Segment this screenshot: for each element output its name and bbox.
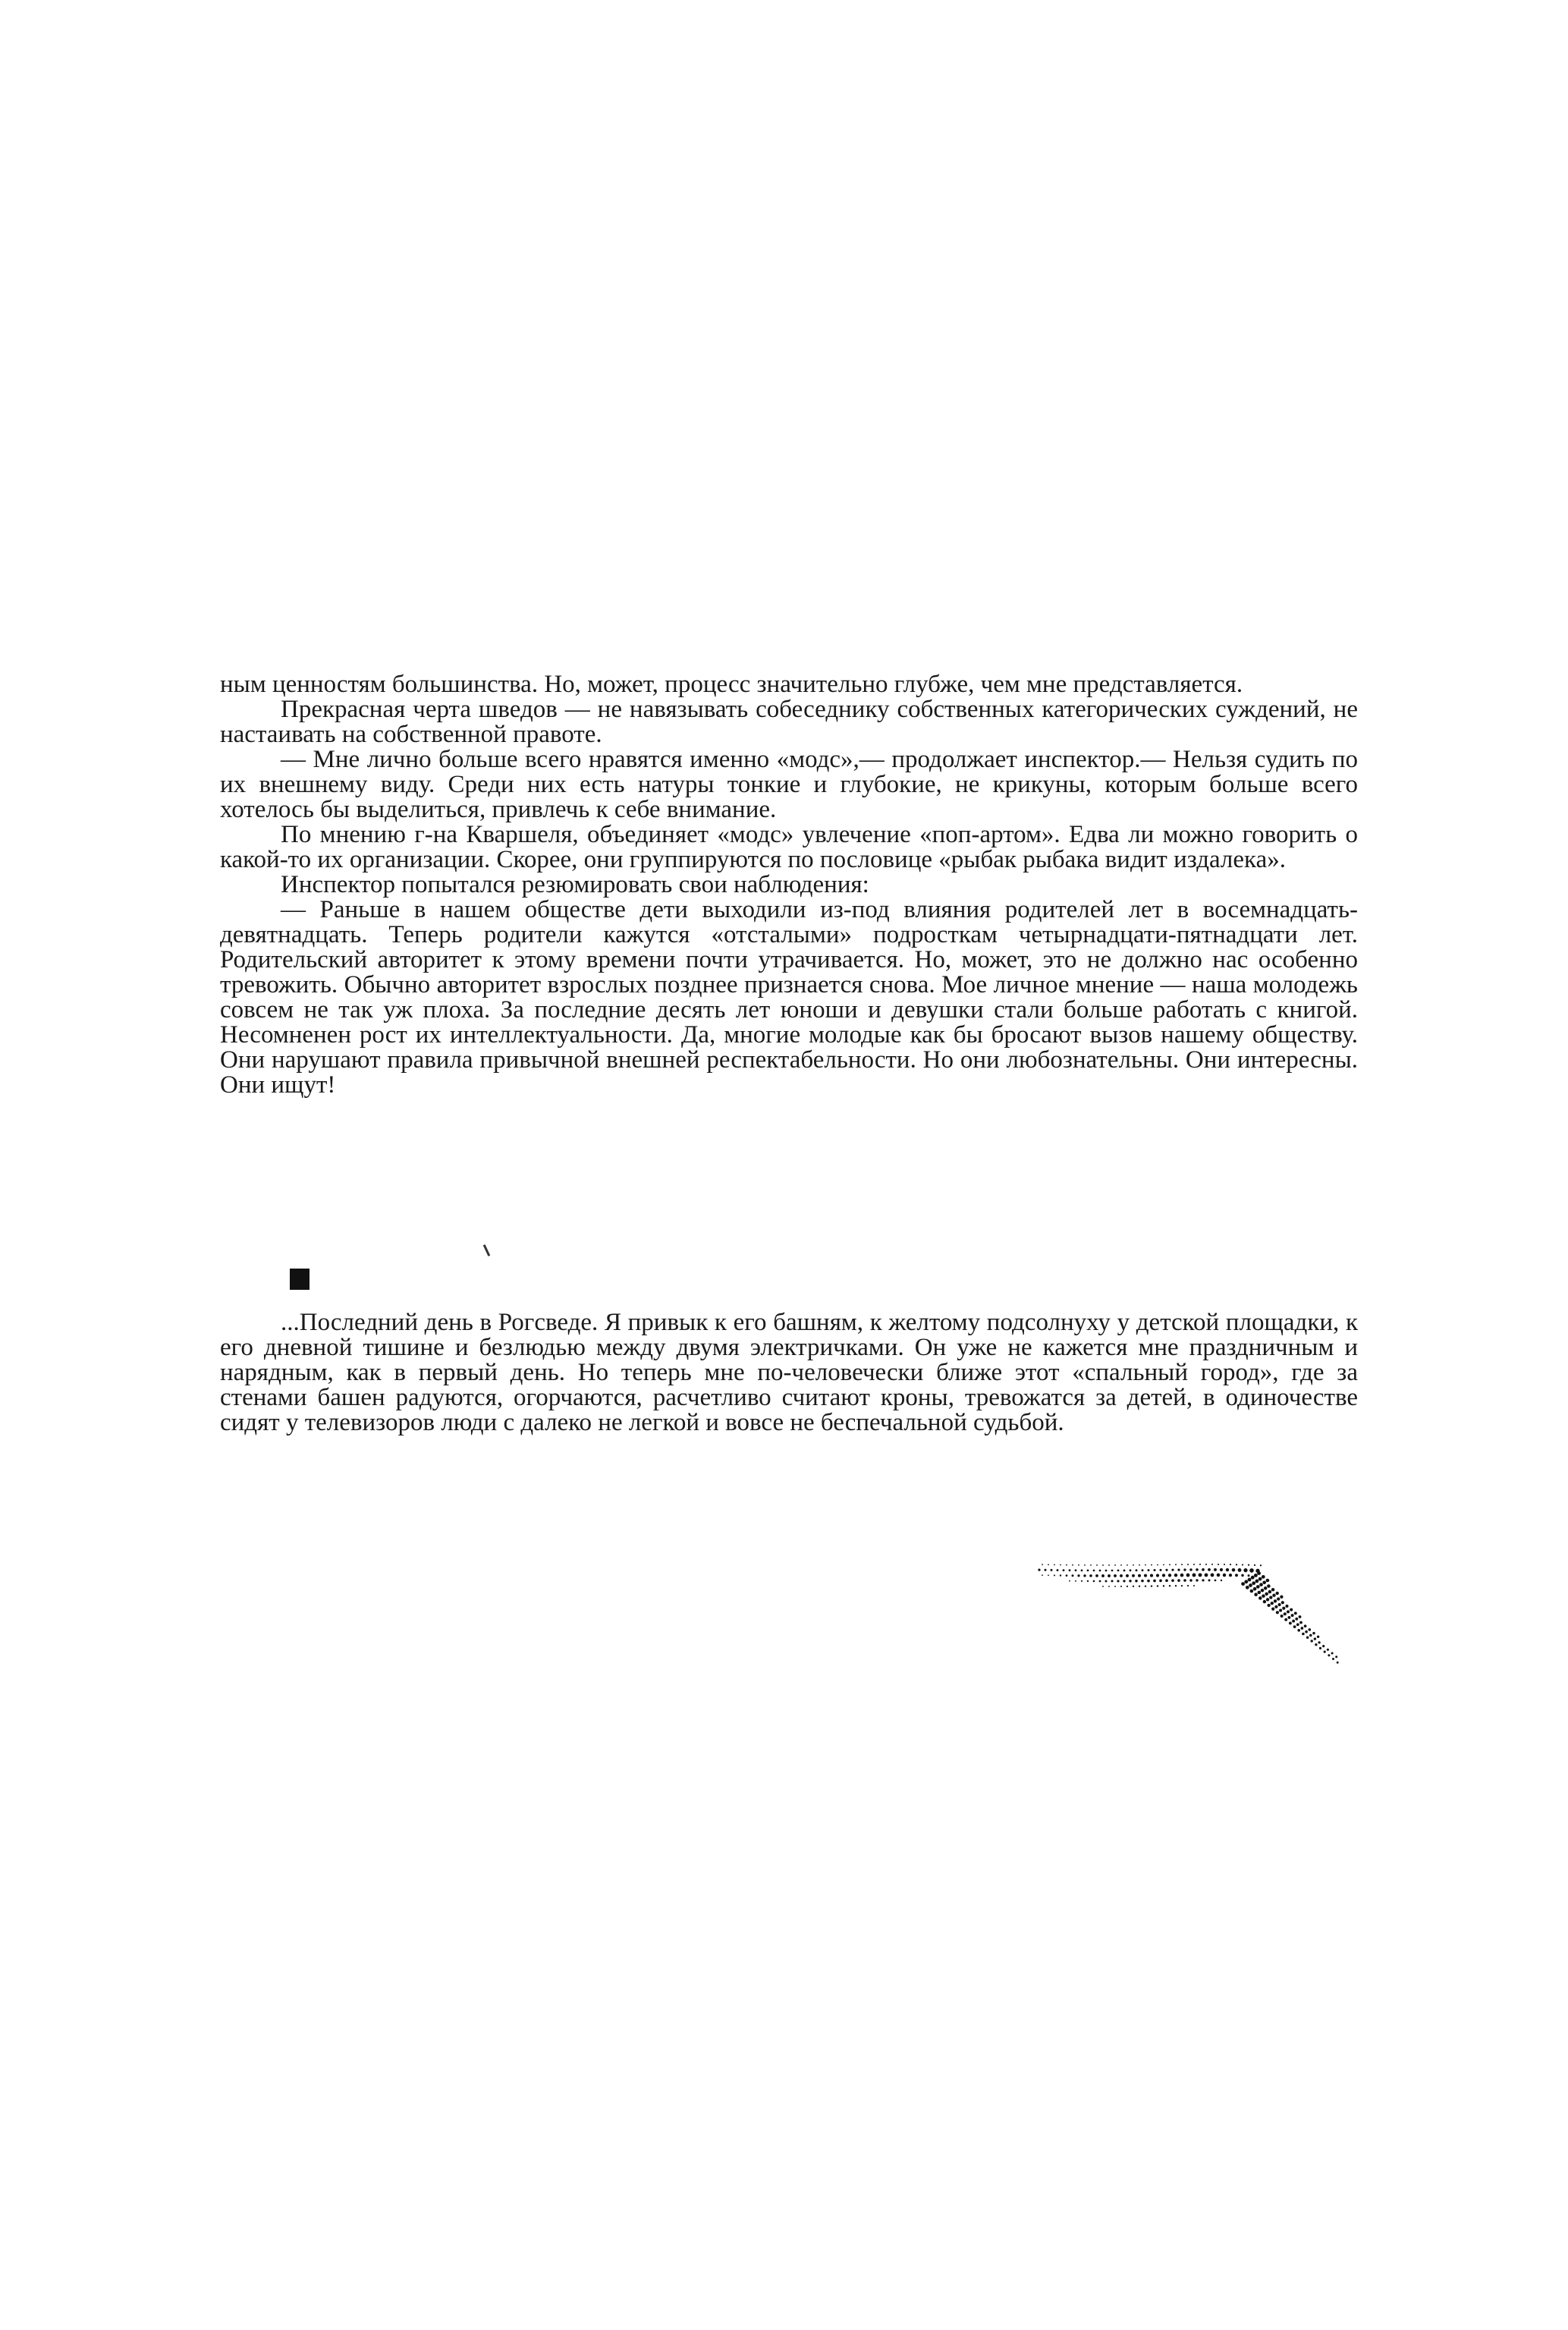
- ornament-dot: [1154, 1569, 1156, 1571]
- ornament-dot: [1306, 1636, 1309, 1639]
- ornament-dot: [1199, 1573, 1202, 1577]
- ornament-dot: [1189, 1579, 1192, 1581]
- ornament-dot: [1202, 1568, 1205, 1571]
- ornament-dot: [1266, 1598, 1269, 1601]
- ornament-dot: [1072, 1574, 1074, 1577]
- ornament-dot: [1284, 1612, 1287, 1615]
- ornament-dot: [1117, 1580, 1119, 1582]
- ornament-dot: [1183, 1568, 1186, 1571]
- ornament-dot: [1156, 1574, 1159, 1577]
- ornament-dot: [1077, 1574, 1079, 1577]
- ornament-dot: [1117, 1570, 1120, 1572]
- ornament-dot: [1042, 1564, 1043, 1565]
- ornament-dot: [1193, 1564, 1195, 1565]
- ornament-dot: [1332, 1658, 1334, 1660]
- ornament-dot: [1229, 1574, 1232, 1577]
- ornament-dot: [1139, 1586, 1140, 1587]
- ornament-dot: [1171, 1579, 1174, 1582]
- ornament-dot: [1267, 1604, 1270, 1607]
- ornament-dot: [1265, 1593, 1268, 1596]
- ornament-dot: [1262, 1575, 1265, 1579]
- ornament-dot: [1260, 1564, 1262, 1566]
- stray-ink-mark: [483, 1244, 490, 1256]
- ornament-dot: [1136, 1569, 1138, 1571]
- paragraph-2: Прекрасная черта шведов — не навязывать собеседнику собственных категорических суждений, не настаивать на собственной правоте.: [220, 696, 1358, 748]
- ornament-dot: [1226, 1568, 1229, 1571]
- ornament-dot: [1276, 1592, 1279, 1595]
- ornament-dot: [1236, 1564, 1237, 1565]
- ornament-dot: [1123, 1580, 1125, 1582]
- ornament-dot: [1048, 1564, 1049, 1565]
- ornament-dot: [1163, 1564, 1164, 1565]
- ornament-dot: [1157, 1564, 1158, 1566]
- ornament-dot: [1280, 1596, 1283, 1599]
- ornament-dot: [1114, 1564, 1116, 1566]
- ornament-dot: [1060, 1564, 1061, 1566]
- paragraph-6: — Раньше в нашем обществе дети выходили из-под влияния родителей лет в восемнадцать-девятнадцать. Теперь родители кажутся «отсталыми» подросткам четырнадцати-пятнадцати лет. Родительский авторитет к этому времени почти утрачивается. Но, может, это не должно нас особенно тревожить. Обычно авторитет взрослых позднее признается снова. Мое личное мнение — наша молодежь совсем не так уж плоха. За последние десять лет юноши и девушки стали больше работать с книгой. Несомненен рост их интеллектуальности. Да, многие молодые как бы бросают вызов нашему обществу. Они нарушают правила привычной внешней респектабельности. Но они любознательны. Они интересны. Они ищут!: [220, 896, 1358, 1099]
- ornament-dot: [1147, 1580, 1150, 1583]
- ornament-dot: [1087, 1580, 1089, 1582]
- ornament-dot: [1312, 1632, 1315, 1635]
- ornament-dot: [1248, 1574, 1250, 1577]
- ornament-dot: [1093, 1570, 1095, 1572]
- ornament-dot: [1250, 1589, 1254, 1593]
- ornament-dot: [1078, 1564, 1079, 1566]
- ornament-dot: [1259, 1583, 1263, 1586]
- ornament-dot: [1252, 1581, 1255, 1585]
- ornament-dot: [1248, 1564, 1249, 1566]
- ornament-dot: [1145, 1585, 1146, 1586]
- ornament-dot: [1132, 1574, 1135, 1577]
- ornament-dot: [1256, 1585, 1260, 1589]
- ornament-dot: [1081, 1569, 1083, 1571]
- ornament-dot: [1157, 1585, 1158, 1586]
- ornament-dot: [1141, 1580, 1144, 1583]
- ornament-dot: [1230, 1564, 1231, 1565]
- ornament-dot: [1127, 1564, 1128, 1566]
- ornament-dot: [1266, 1579, 1270, 1583]
- ornament-dot: [1075, 1569, 1077, 1571]
- ornament-dot: [1044, 1569, 1046, 1571]
- ornament-dot: [1317, 1636, 1319, 1638]
- ornament-dot: [1214, 1580, 1217, 1582]
- ornament-dot: [1274, 1605, 1277, 1608]
- ornament-dot: [1337, 1662, 1339, 1664]
- ornament-dot: [1295, 1618, 1298, 1621]
- ornament-dot: [1296, 1623, 1299, 1626]
- ornament-dot: [1262, 1594, 1265, 1597]
- ornament-dot: [1268, 1590, 1271, 1593]
- ornament-dot: [1335, 1656, 1337, 1658]
- ornament-dot: [1169, 1564, 1171, 1565]
- ornament-dot: [1241, 1582, 1245, 1586]
- ornament-dot: [1081, 1580, 1083, 1582]
- paragraph-final: ...Последний день в Рогсведе. Я привык к его башням, к желтому подсолнуху у детской площадки, к его дневной тишине и безлюдью между двумя электричками. Он уже не кажется мне праздничным и нарядным, как в первый день. Но теперь мне по-человечески ближе этот «спальный город», где за стенами башен радуются, огорчаются, расчетливо считают кроны, тревожатся за детей, в одиночестве сидят у телевизоров люди с далеко не легкой и вовсе не беспечальной судьбой.: [220, 1309, 1358, 1436]
- ornament-dot: [1224, 1564, 1225, 1565]
- ornament-dot: [1127, 1586, 1128, 1587]
- ornament-dot: [1262, 1580, 1266, 1584]
- ornament-dot: [1304, 1624, 1307, 1627]
- ornament-dot: [1318, 1641, 1320, 1643]
- ornament-dot: [1205, 1573, 1208, 1577]
- ornament-dot: [1129, 1580, 1131, 1582]
- ornament-dot: [1249, 1583, 1252, 1587]
- ornament-dot: [1193, 1585, 1195, 1586]
- ornament-dot: [1150, 1574, 1153, 1577]
- ornament-dot: [1272, 1594, 1275, 1597]
- ornament-dot: [1254, 1593, 1258, 1596]
- ornament-dot: [1258, 1596, 1262, 1599]
- ornament-dot: [1096, 1564, 1098, 1566]
- ornament-dot: [1208, 1568, 1211, 1571]
- paragraph-5: Инспектор попытался резюмировать свои наблюдения:: [281, 871, 869, 898]
- ornament-dot: [1271, 1602, 1274, 1605]
- ornament-dot: [1299, 1621, 1302, 1624]
- ornament-dot: [1180, 1574, 1184, 1577]
- ornament-dot: [1255, 1580, 1259, 1583]
- ornament-dot: [1187, 1564, 1189, 1565]
- ornament-dot: [1232, 1568, 1236, 1572]
- ornament-dot: [1042, 1574, 1043, 1576]
- ornament-dot: [1243, 1568, 1247, 1572]
- ornament-dot: [1159, 1580, 1162, 1583]
- ornament-dot: [1181, 1564, 1183, 1565]
- ornament-dot: [1083, 1574, 1086, 1577]
- ornament-dot: [1294, 1612, 1297, 1615]
- ornament-dot: [1291, 1614, 1294, 1617]
- ornament-dot: [1183, 1579, 1186, 1582]
- ornament-dot: [1120, 1586, 1122, 1587]
- ornament-dot: [1311, 1640, 1313, 1642]
- ornament-dot: [1101, 1574, 1105, 1577]
- ornament-dot: [1299, 1615, 1302, 1618]
- ornament-dot: [1314, 1637, 1316, 1640]
- ornament-dot: [1331, 1652, 1334, 1654]
- ornament-dot: [1169, 1585, 1171, 1586]
- ornament-dot: [1319, 1647, 1321, 1649]
- ornament-dot: [1248, 1578, 1252, 1582]
- ornament-dot: [1263, 1600, 1266, 1603]
- ornament-dot: [1257, 1571, 1261, 1575]
- ornament-dot: [1105, 1570, 1108, 1572]
- ornament-dot: [1322, 1645, 1324, 1647]
- ornament-dot: [1223, 1574, 1226, 1577]
- ornament-dot: [1159, 1569, 1161, 1571]
- ornament-dot: [1153, 1580, 1156, 1583]
- ornament-dot: [1192, 1574, 1196, 1577]
- ornament-dot: [1267, 1584, 1271, 1588]
- ornament-dot: [1276, 1611, 1279, 1614]
- ornament-dot: [1186, 1574, 1190, 1577]
- ornament-dot: [1111, 1580, 1113, 1582]
- ornament-dot: [1281, 1601, 1284, 1604]
- ornament-dot: [1246, 1586, 1249, 1589]
- ornament-dot: [1254, 1564, 1255, 1566]
- paragraph-3: — Мне лично больше всего нравятся именно «модс»,— продолжает инспектор.— Нельзя судить по их внешнему виду. Среди них есть натуры тонкие и глубокие, не крикуны, которым больше всего хотелось бы выделиться, привлечь к себе внимание.: [220, 746, 1358, 823]
- ornament-dot: [1258, 1591, 1262, 1595]
- ornament-dot: [1108, 1586, 1110, 1587]
- ornament-dot: [1220, 1568, 1223, 1571]
- ornament-dot: [1251, 1576, 1255, 1580]
- ornament-dot: [1165, 1579, 1168, 1582]
- ornament-dot: [1099, 1580, 1101, 1583]
- ornament-dot: [1102, 1564, 1104, 1566]
- ornament-dot: [1244, 1580, 1248, 1583]
- ornament-dot: [1066, 1564, 1067, 1566]
- ornament-dot: [1133, 1586, 1134, 1587]
- ornament-dot: [1108, 1574, 1111, 1577]
- ornament-dot: [1171, 1569, 1174, 1571]
- ornament-dot: [1138, 1574, 1141, 1577]
- ornament-dot: [1072, 1564, 1073, 1566]
- ornament-dot: [1054, 1574, 1055, 1576]
- ornament-dot: [1162, 1574, 1165, 1577]
- ornament-dot: [1120, 1564, 1122, 1566]
- ornament-dot: [1261, 1589, 1265, 1593]
- ornament-dot: [1181, 1585, 1183, 1586]
- ornament-dot: [1217, 1574, 1221, 1577]
- ornament-dot: [1093, 1580, 1095, 1583]
- ornament-dot: [1324, 1651, 1326, 1653]
- ornament-dot: [1095, 1574, 1098, 1577]
- ornament-dot: [1126, 1574, 1129, 1577]
- ornament-dot: [1175, 1585, 1177, 1586]
- ornament-dot: [1264, 1586, 1268, 1590]
- ornament-dot: [1302, 1633, 1305, 1636]
- ornament-dot: [1211, 1574, 1214, 1577]
- ornament-dot: [1285, 1605, 1288, 1608]
- ornament-dot: [1235, 1574, 1238, 1577]
- ornament-dot: [1199, 1564, 1201, 1565]
- text-section-final: [220, 1310, 1358, 1435]
- ornament-dot: [1051, 1569, 1053, 1571]
- ornament-dot: [1282, 1607, 1285, 1610]
- ornament-dot: [1292, 1620, 1295, 1623]
- ornament-dot: [1054, 1564, 1055, 1565]
- ornament-dot: [1315, 1643, 1317, 1646]
- ornament-dot: [1289, 1621, 1292, 1624]
- ornament-dot: [1249, 1568, 1254, 1573]
- ornament-dot: [1218, 1564, 1219, 1565]
- ornament-dot: [1328, 1654, 1330, 1656]
- ornament-dot: [1066, 1574, 1068, 1577]
- ornament-dot: [1205, 1564, 1207, 1565]
- ornament-dot: [1151, 1564, 1152, 1566]
- ornament-dot: [1111, 1570, 1114, 1572]
- ornament-dot: [1038, 1569, 1040, 1571]
- ornament-dot: [1297, 1629, 1300, 1632]
- ornament-dot: [1196, 1568, 1199, 1571]
- ornament-dot: [1069, 1580, 1070, 1582]
- ornament-dot: [1175, 1564, 1177, 1565]
- ornament-dot: [1142, 1569, 1144, 1571]
- ornament-dot: [1279, 1608, 1282, 1612]
- ornament-dot: [1148, 1569, 1150, 1571]
- ornament-dot: [1177, 1579, 1180, 1582]
- ornament-dot: [1187, 1585, 1189, 1586]
- ornament-dot: [1277, 1597, 1280, 1600]
- ornament-dot: [1105, 1580, 1108, 1582]
- ornament-dot: [1114, 1586, 1116, 1587]
- ornament-dot: [1177, 1568, 1180, 1571]
- ornament-dot: [1163, 1585, 1164, 1586]
- ornament-dot: [1214, 1568, 1217, 1571]
- ornament-dot: [1168, 1574, 1171, 1577]
- ornament-dot: [1271, 1588, 1274, 1591]
- halftone-ornament-icon: [1032, 1555, 1350, 1669]
- ornament-dot: [1069, 1569, 1071, 1571]
- ornament-dot: [1242, 1564, 1243, 1565]
- ornament-dot: [1211, 1564, 1213, 1565]
- ornament-dot: [1301, 1627, 1304, 1630]
- ornament-dot: [1087, 1570, 1089, 1572]
- ornament-dot: [1133, 1564, 1134, 1566]
- ornament-dot: [1280, 1615, 1284, 1618]
- ornament-dot: [1174, 1574, 1178, 1577]
- paragraph-1: ным ценностям большинства. Но, может, процесс значительно глубже, чем мне представляется.: [220, 671, 1243, 698]
- ornament-dot: [1258, 1577, 1262, 1581]
- ornament-dot: [1063, 1569, 1065, 1571]
- ornament-dot: [1048, 1574, 1049, 1576]
- ornament-dot: [1202, 1579, 1204, 1581]
- ornament-dot: [1114, 1574, 1117, 1577]
- ornament-dot: [1269, 1596, 1272, 1599]
- ornament-dot: [1151, 1585, 1152, 1586]
- ornament-dot: [1287, 1610, 1290, 1613]
- ornament-dot: [1090, 1564, 1092, 1566]
- ornament-dot: [1290, 1608, 1293, 1612]
- ornament-dot: [1075, 1580, 1076, 1582]
- ornament-dot: [1274, 1599, 1277, 1602]
- ornament-dot: [1120, 1574, 1123, 1577]
- ornament-dot: [1254, 1574, 1258, 1577]
- ornament-dot: [1108, 1564, 1110, 1566]
- ornament-dot: [1089, 1574, 1092, 1577]
- ornament-dot: [1241, 1574, 1243, 1577]
- ornament-dot: [1293, 1625, 1296, 1628]
- ornament-dot: [1144, 1574, 1147, 1577]
- ornament-dot: [1165, 1569, 1167, 1571]
- ornament-dot: [1309, 1628, 1312, 1631]
- ornament-dot: [1130, 1569, 1132, 1571]
- text-section-main: [220, 672, 1358, 1098]
- ornament-dot: [1060, 1574, 1061, 1576]
- ornament-dot: [1123, 1569, 1126, 1571]
- ornament-dot: [1139, 1564, 1140, 1566]
- ornament-dot: [1305, 1630, 1308, 1634]
- ornament-dot: [1309, 1634, 1312, 1637]
- ornament-dot: [1221, 1580, 1222, 1581]
- ornament-dot: [1271, 1608, 1274, 1611]
- ornament-dot: [1189, 1568, 1192, 1571]
- ornament-dot: [1099, 1570, 1101, 1572]
- ornament-dot: [1196, 1579, 1198, 1581]
- ornament-dot: [1057, 1569, 1059, 1571]
- ornament-dot: [1208, 1579, 1211, 1581]
- ornament-dot: [1284, 1618, 1287, 1621]
- section-break-square-icon: [290, 1269, 310, 1290]
- ornament-dot: [1135, 1580, 1137, 1582]
- ornament-dot: [1278, 1603, 1281, 1606]
- ornament-dot: [1238, 1568, 1242, 1572]
- ornament-dot: [1253, 1587, 1257, 1591]
- ornament-dot: [1287, 1616, 1290, 1619]
- ornament-dot: [1102, 1586, 1104, 1587]
- paragraph-4: По мнению г-на Кваршеля, объединяет «модс» увлечение «поп-артом». Едва ли можно говорить о какой-то их организации. Скорее, они группируются по пословице «рыбак рыбака видит издалека».: [220, 821, 1358, 873]
- ornament-dot: [1145, 1564, 1146, 1566]
- ornament-dot: [1084, 1564, 1086, 1566]
- ornament-dot: [1327, 1649, 1329, 1651]
